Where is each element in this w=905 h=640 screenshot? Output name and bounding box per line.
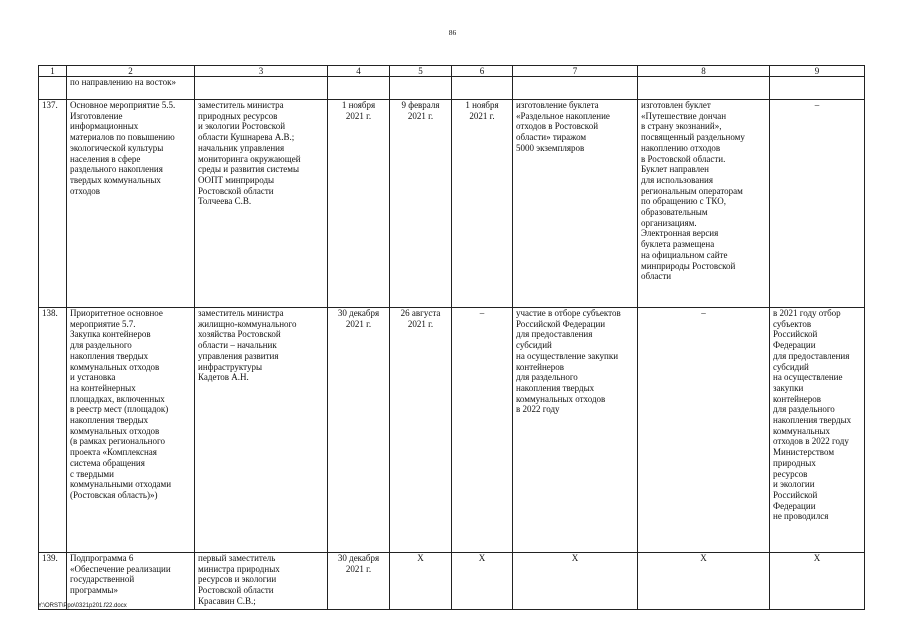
fact-date-cell: 9 февраля 2021 г. <box>390 100 452 308</box>
reasons-cell: в 2021 году отбор субъектов Российской Федерации для предоставления субсидий на осуществление закупки контейнеров для раздельного накопления твердых коммунальных отходов в 2022 году Министерством природных ресурсов и экологии Российской Федерации не проводился <box>770 308 865 553</box>
row-number-cell <box>39 77 67 100</box>
fact-date-cell <box>390 77 452 100</box>
column-header: 3 <box>195 66 328 77</box>
fact-date-cell: Х <box>390 553 452 610</box>
deadline-cell: 1 ноября 2021 г. <box>452 100 513 308</box>
reasons-cell: – <box>770 100 865 308</box>
column-header: 5 <box>390 66 452 77</box>
table-row <box>39 308 865 553</box>
event-cell: Основное мероприятие 5.5. Изготовление информационных материалов по повышению экологической культуры населения в сфере раздельного накопления твердых коммунальных отходов <box>67 100 195 308</box>
deadline-cell <box>452 77 513 100</box>
deadline-cell: Х <box>452 553 513 610</box>
column-header: 9 <box>770 66 865 77</box>
page-number: 86 <box>448 28 457 37</box>
row-number-cell: 138. <box>39 308 67 553</box>
event-cell: по направлению на восток» <box>67 77 195 100</box>
event-cell: Подпрограмма 6 «Обеспечение реализации государственной программы» <box>67 553 195 610</box>
footer-file-path: Y:\ORST\Ppo\0321p201.f22.docx <box>38 603 127 609</box>
responsible-cell <box>195 77 328 100</box>
responsible-cell: первый заместитель министра природных ресурсов и экологии Ростовской области Красавин С.В.; <box>195 553 328 610</box>
fact-date-cell: 26 августа 2021 г. <box>390 308 452 553</box>
plan-date-cell <box>328 77 390 100</box>
column-number-row <box>39 66 865 77</box>
actual-result-cell <box>638 77 770 100</box>
column-header: 7 <box>513 66 638 77</box>
plan-date-cell: 30 декабря 2021 г. <box>328 553 390 610</box>
column-header: 4 <box>328 66 390 77</box>
column-header: 6 <box>452 66 513 77</box>
responsible-cell: заместитель министра жилищно-коммунального хозяйства Ростовской области – начальник управления развития инфраструктуры Кадетов А.Н. <box>195 308 328 553</box>
expected-result-cell: Х <box>513 553 638 610</box>
row-number-cell: 139. <box>39 553 67 610</box>
actual-result-cell: – <box>638 308 770 553</box>
actual-result-cell: Х <box>638 553 770 610</box>
reasons-cell <box>770 77 865 100</box>
report-table <box>38 65 865 610</box>
table-row <box>39 100 865 308</box>
expected-result-cell: изготовление буклета «Раздельное накопление отходов в Ростовской области» тиражом 5000 экземпляров <box>513 100 638 308</box>
column-header: 1 <box>39 66 67 77</box>
column-header: 2 <box>67 66 195 77</box>
row-number-cell: 137. <box>39 100 67 308</box>
continuation-row <box>39 77 865 100</box>
expected-result-cell: участие в отборе субъектов Российской Федерации для предоставления субсидий на осуществление закупки контейнеров для раздельного накопления твердых коммунальных отходов в 2022 году <box>513 308 638 553</box>
plan-date-cell: 30 декабря 2021 г. <box>328 308 390 553</box>
table-row <box>39 553 865 610</box>
event-cell: Приоритетное основное мероприятие 5.7. Закупка контейнеров для раздельного накопления твердых коммунальных отходов и установка на контейнерных площадках, включенных в реестр мест (площадок) накопления твердых коммунальных отходов (в рамках регионального проекта «Комплексная система обращения с твердыми коммунальными отходами (Ростовская область)») <box>67 308 195 553</box>
plan-date-cell: 1 ноября 2021 г. <box>328 100 390 308</box>
expected-result-cell <box>513 77 638 100</box>
deadline-cell: – <box>452 308 513 553</box>
responsible-cell: заместитель министра природных ресурсов и экологии Ростовской области Кушнарева А.В.; начальник управления мониторинга окружающей среды и развития системы ООПТ минприроды Ростовской области Толчеева С.В. <box>195 100 328 308</box>
reasons-cell: Х <box>770 553 865 610</box>
actual-result-cell: изготовлен буклет «Путешествие дончан в страну экознаний», посвященный раздельному накоплению отходов в Ростовской области. Буклет направлен для использования региональным операторам по обращению с ТКО, образовательным организациям. Электронная версия буклета размещена на официальном сайте минприроды Ростовской области <box>638 100 770 308</box>
column-header: 8 <box>638 66 770 77</box>
